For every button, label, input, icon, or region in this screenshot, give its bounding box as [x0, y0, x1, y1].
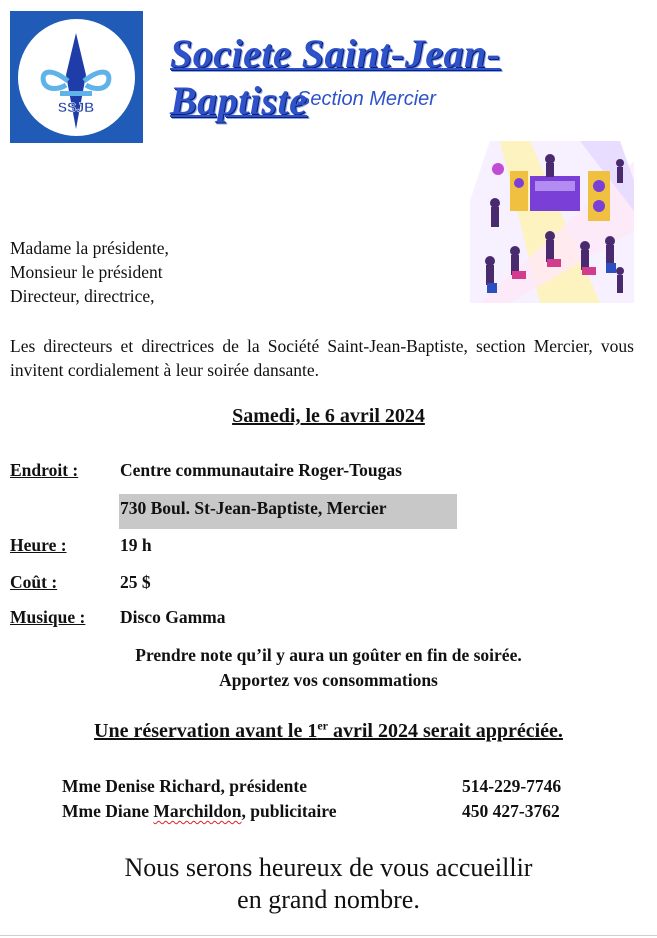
closing-line: en grand nombre.	[237, 885, 420, 914]
ssjb-logo	[10, 11, 143, 143]
music-value: Disco Gamma	[120, 607, 226, 627]
section-subtitle: Section Mercier	[297, 88, 436, 110]
reservation-text-after: avril 2024 serait appréciée.	[328, 720, 563, 742]
salutation-line: Directeur, directrice,	[10, 286, 155, 306]
disco-illustration	[470, 141, 634, 303]
music-label: Musique :	[10, 607, 86, 627]
fleur-de-lis-icon	[10, 11, 143, 143]
reservation-superscript: er	[317, 718, 328, 733]
reservation-text-before: Une réservation avant le 1	[94, 720, 318, 742]
intro-paragraph: Les directeurs et directrices de la Société Saint-Jean-Baptiste, section Mercier, vous invitent cordialement à leur soirée dansante.	[10, 336, 634, 380]
note-snack: Prendre note qu’il y aura un goûter en fin de soirée.	[135, 645, 522, 665]
salutations	[10, 236, 169, 308]
spellcheck-word: Marchildon	[153, 801, 242, 821]
contact-phone: 450 427-3762	[462, 801, 560, 821]
closing-line: Nous serons heureux de vous accueillir	[124, 853, 533, 882]
reservation-notice	[0, 720, 657, 743]
logo-text: SSJB	[57, 99, 95, 115]
org-title: Societe Saint-Jean-Baptiste	[170, 31, 501, 123]
contact-name: Mme Denise Richard, présidente	[62, 776, 307, 796]
cost-value: 25 $	[120, 572, 151, 592]
page-bottom-rule	[0, 935, 657, 936]
location-label: Endroit :	[10, 460, 79, 480]
contact-name: Mme Diane Marchildon, publicitaire	[62, 801, 337, 821]
note-drinks: Apportez vos consommations	[219, 670, 438, 690]
contact-phone: 514-229-7746	[462, 776, 562, 796]
time-label: Heure :	[10, 535, 67, 555]
time-value: 19 h	[120, 535, 152, 555]
location-address: 730 Boul. St-Jean-Baptiste, Mercier	[120, 498, 387, 518]
event-date: Samedi, le 6 avril 2024	[232, 405, 425, 427]
closing-message	[0, 852, 657, 916]
cost-label: Coût :	[10, 572, 58, 592]
salutation-line: Madame la présidente,	[10, 238, 169, 258]
salutation-line: Monsieur le président	[10, 262, 163, 282]
location-name: Centre communautaire Roger-Tougas	[120, 460, 402, 480]
